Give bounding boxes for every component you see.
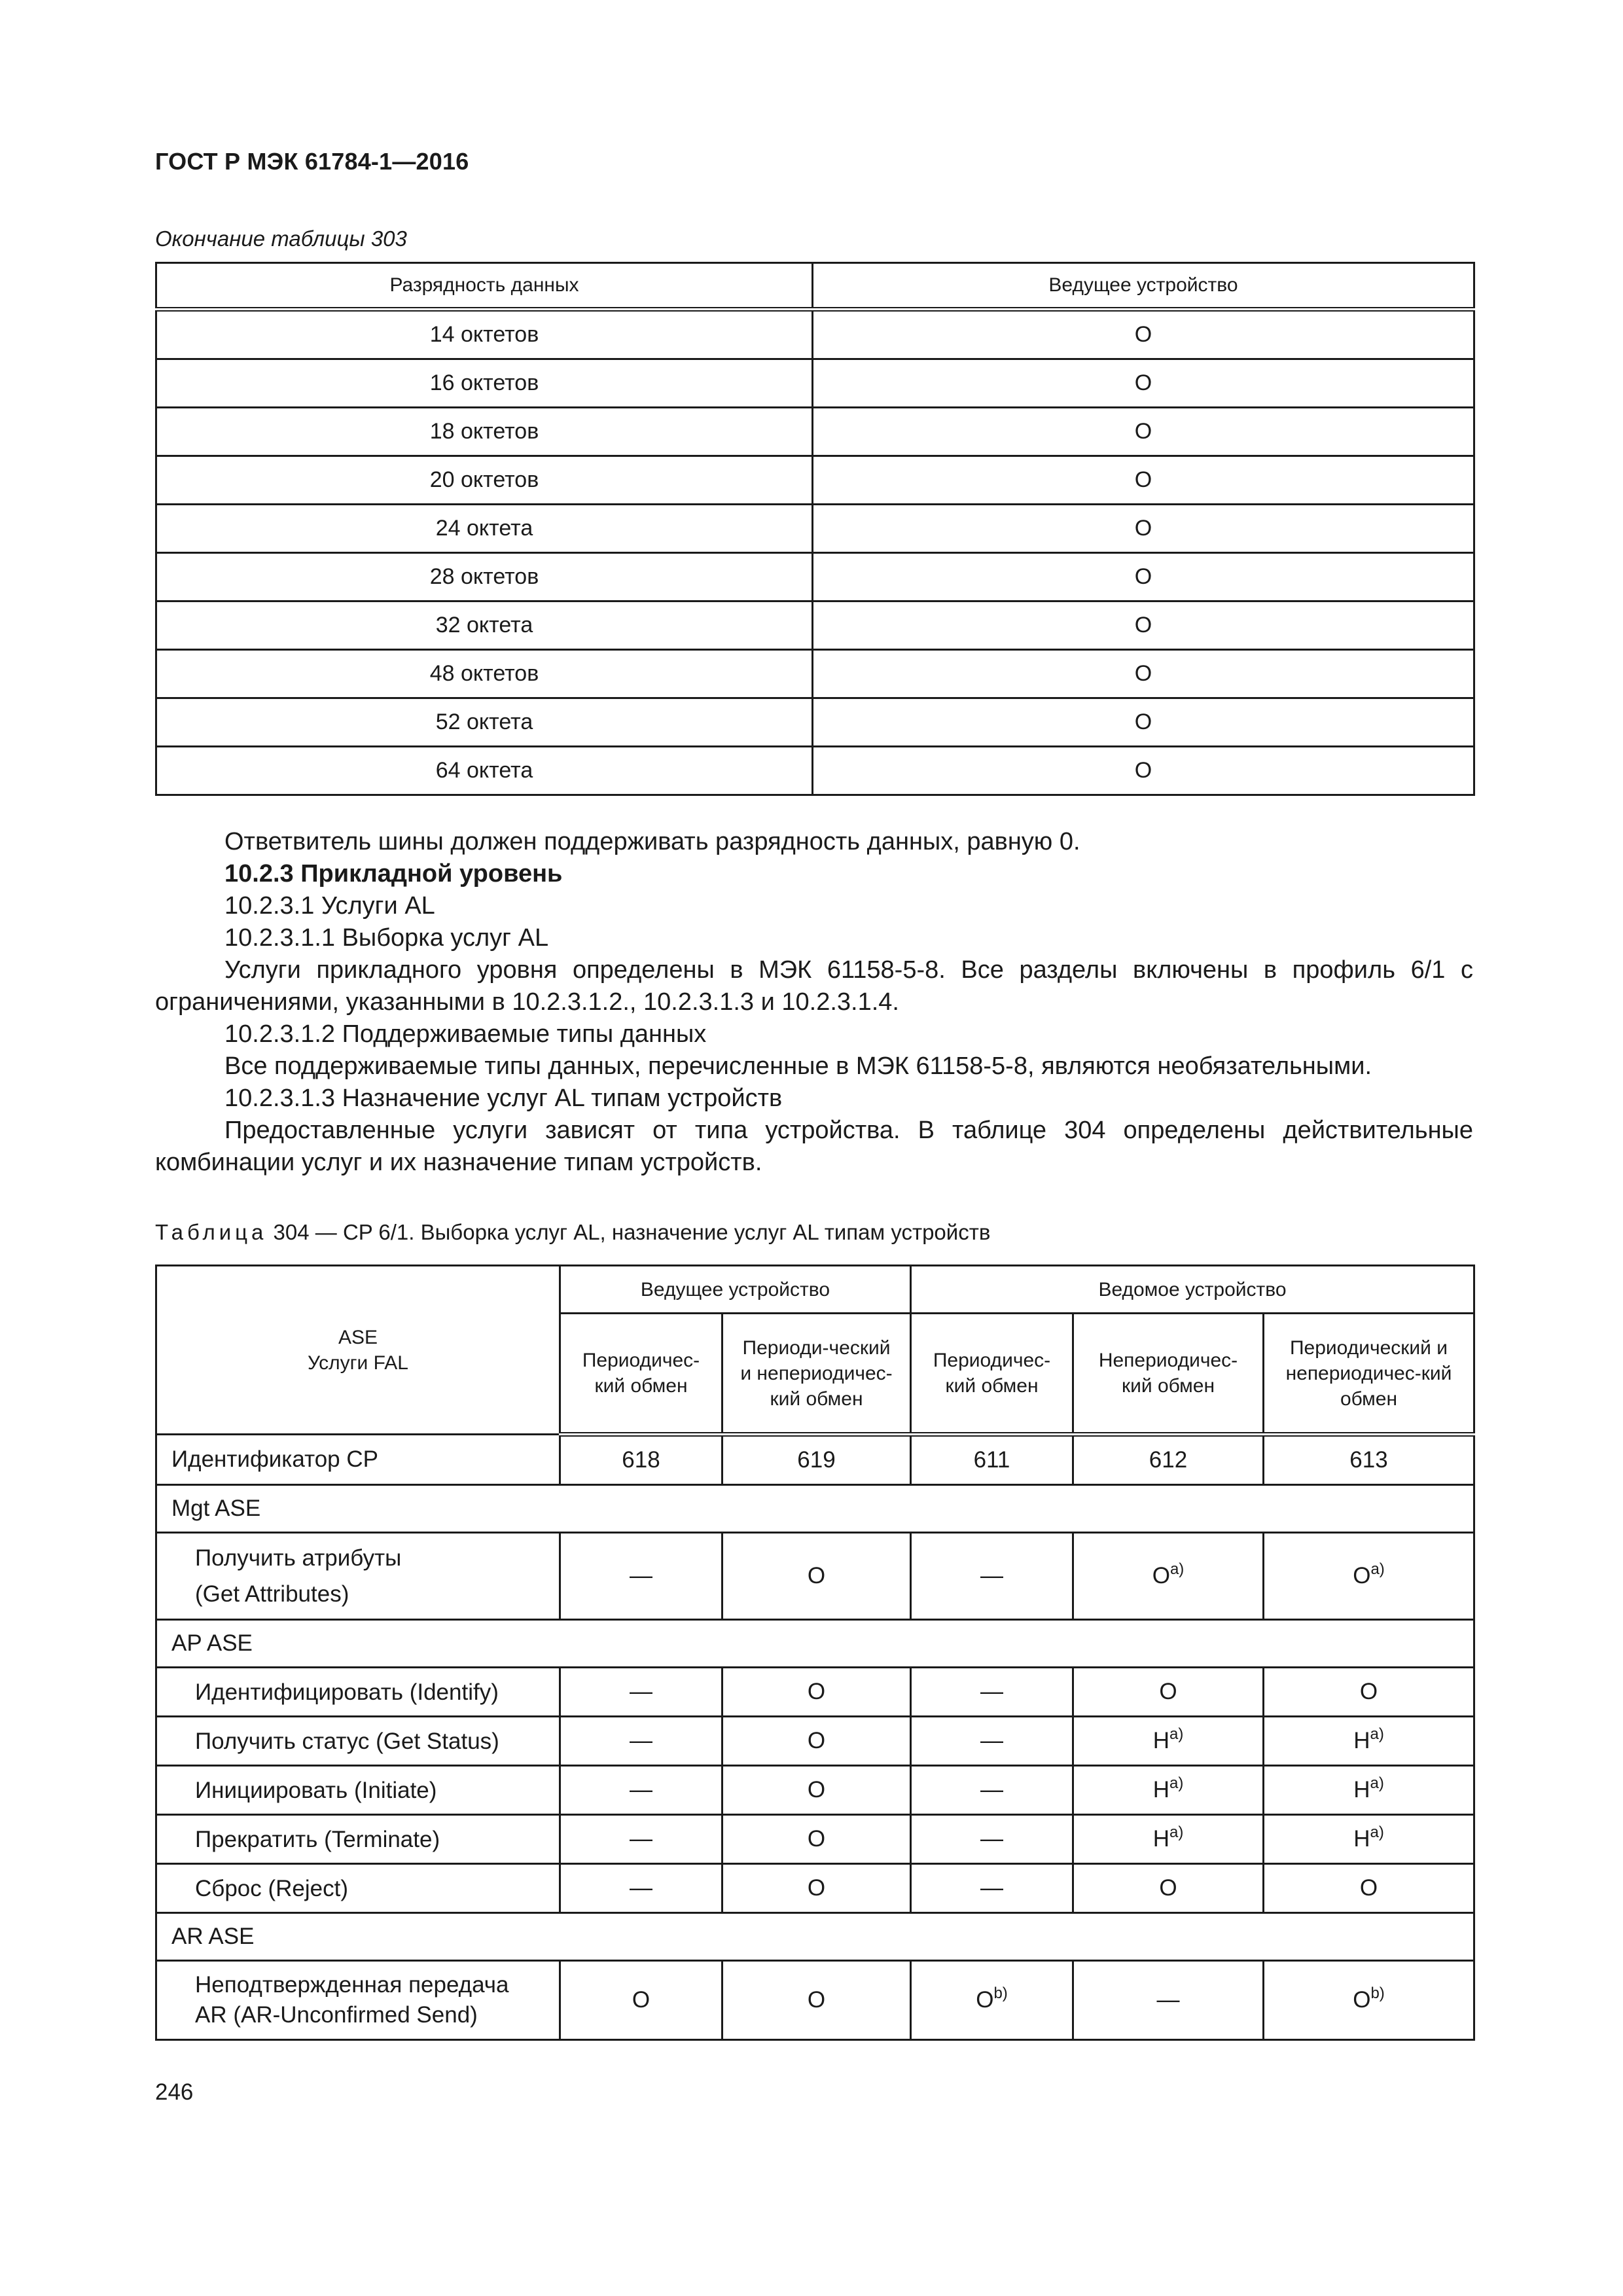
table-cell: O — [1073, 1864, 1264, 1913]
table-cell — [560, 1766, 722, 1815]
table-cell — [911, 1766, 1073, 1815]
master-support-cell: O — [813, 747, 1474, 795]
table-row — [156, 650, 1474, 698]
row-label: Получить статус (Get Status) — [156, 1717, 560, 1766]
column-header-master-device: Ведущее устройство — [813, 263, 1474, 310]
table-row — [156, 698, 1474, 747]
heading-10-2-3-1: 10.2.3.1 Услуги AL — [224, 892, 435, 920]
cell-value: O — [1353, 1563, 1371, 1588]
column-header-data-size: Разрядность данных — [156, 263, 813, 310]
table-cell — [1073, 1533, 1264, 1620]
cell-value: O — [976, 1987, 994, 2013]
group-label-mgt-ase: Mgt ASE — [156, 1485, 1474, 1533]
table-group-row — [156, 1620, 1474, 1668]
cell-value: — — [980, 1563, 1003, 1588]
row-label — [156, 1961, 560, 2040]
cell-value: H — [1152, 1728, 1169, 1753]
table-cell — [1073, 1815, 1264, 1864]
table-cell — [1264, 1766, 1474, 1815]
table-cell — [560, 1961, 722, 2040]
table-304-caption — [155, 1220, 990, 1245]
table-cell — [722, 1815, 911, 1864]
table-row — [156, 408, 1474, 456]
data-size-cell: 48 октетов — [156, 650, 813, 698]
group-label-ar-ase: AR ASE — [156, 1913, 1474, 1961]
table-cell — [560, 1717, 722, 1766]
page-number: 246 — [155, 2079, 194, 2105]
table-row — [156, 359, 1474, 408]
column-header-master-periodic-aperiodic — [722, 1314, 911, 1435]
master-support-cell: O — [813, 408, 1474, 456]
column-header-slave-periodic-aperiodic — [1264, 1314, 1474, 1435]
table-cell — [1264, 1717, 1474, 1766]
table-cell — [911, 1533, 1073, 1620]
group-label-ap-ase: AP ASE — [156, 1620, 1474, 1668]
table-cell: — — [560, 1668, 722, 1717]
data-size-cell: 28 октетов — [156, 553, 813, 601]
column-header-slave-aperiodic — [1073, 1314, 1264, 1435]
table-cell: 611 — [911, 1435, 1073, 1485]
table-cell — [1264, 1815, 1474, 1864]
table-cell — [911, 1961, 1073, 2040]
master-support-cell: O — [813, 698, 1474, 747]
table-304 — [155, 1265, 1475, 2041]
master-support-cell: O — [813, 505, 1474, 553]
row-label: Идентифицировать (Identify) — [156, 1668, 560, 1717]
table-cell — [560, 1533, 722, 1620]
footnote-mark: a) — [1169, 1725, 1184, 1743]
table-cell — [1264, 1961, 1474, 2040]
footnote-mark: a) — [1169, 1560, 1185, 1578]
header-text: Периодический и непериодичес-кий обмен — [1285, 1336, 1452, 1410]
row-label — [156, 1533, 560, 1620]
table-cell: 612 — [1073, 1435, 1264, 1485]
table-303 — [155, 262, 1475, 796]
cell-value: H — [1152, 1777, 1169, 1803]
table-cell — [722, 1961, 911, 2040]
table-row-get-attributes — [156, 1533, 1474, 1620]
table-303-caption: Окончание таблицы 303 — [155, 226, 407, 251]
footnote-mark: b) — [993, 1984, 1008, 2002]
table-cell: — — [911, 1864, 1073, 1913]
table-group-row — [156, 1913, 1474, 1961]
data-size-cell: 52 октета — [156, 698, 813, 747]
table-cell — [1264, 1533, 1474, 1620]
paragraph-al-services: Услуги прикладного уровня определены в МЭК 61158-5-8. Все разделы включены в профиль 6/1 с ограничениями, указанными в 10.2.3.1.2., 10.2.3.1.3 и 10.2.3.1.4. — [155, 956, 1473, 1016]
table-cell: O — [1073, 1668, 1264, 1717]
master-support-cell: O — [813, 553, 1474, 601]
paragraph-services-device-types: Предоставленные услуги зависят от типа устройства. В таблице 304 определены действительные комбинации услуг и их назначение типам устройств. — [155, 1117, 1473, 1176]
cell-value: — — [630, 1777, 652, 1803]
table-cell: — — [911, 1668, 1073, 1717]
data-size-cell: 18 октетов — [156, 408, 813, 456]
footnote-mark: a) — [1370, 1725, 1384, 1743]
header-text: Периодичес-кий обмен — [582, 1350, 700, 1397]
document-header: ГОСТ Р МЭК 61784-1—2016 — [155, 148, 469, 175]
table-cell: O — [722, 1864, 911, 1913]
row-label-line: Неподтвержденная передача — [195, 1972, 509, 1998]
column-group-slave-device: Ведомое устройство — [911, 1266, 1474, 1314]
table-group-row — [156, 1485, 1474, 1533]
table-cell: O — [722, 1668, 911, 1717]
row-label: Идентификатор CP — [156, 1435, 560, 1485]
table-304-caption-text: 304 — CP 6/1. Выборка услуг AL, назначение услуг AL типам устройств — [267, 1220, 991, 1244]
table-row — [156, 553, 1474, 601]
table-cell — [1073, 1766, 1264, 1815]
heading-10-2-3-1-1: 10.2.3.1.1 Выборка услуг AL — [224, 924, 549, 952]
data-size-cell: 16 октетов — [156, 359, 813, 408]
table-cell: 613 — [1264, 1435, 1474, 1485]
row-label-line: (Get Attributes) — [195, 1581, 349, 1607]
table-row-terminate — [156, 1815, 1474, 1864]
ase-header-line: ASE — [338, 1326, 378, 1348]
row-label: Инициировать (Initiate) — [156, 1766, 560, 1815]
row-label-line: Получить атрибуты — [195, 1545, 402, 1571]
table-cell — [722, 1717, 911, 1766]
table-row — [156, 310, 1474, 359]
cell-value: — — [630, 1826, 652, 1852]
column-header-slave-periodic — [911, 1314, 1073, 1435]
data-size-cell: 20 октетов — [156, 456, 813, 505]
data-size-cell: 14 октетов — [156, 310, 813, 359]
heading-10-2-3: 10.2.3 Прикладной уровень — [224, 860, 563, 888]
data-size-cell: 64 октета — [156, 747, 813, 795]
cell-value: O — [807, 1777, 826, 1803]
table-cell — [911, 1717, 1073, 1766]
cell-value: O — [807, 1987, 826, 2013]
header-text: Непериодичес-кий обмен — [1098, 1350, 1238, 1397]
cell-value: — — [630, 1563, 652, 1588]
heading-10-2-3-1-3: 10.2.3.1.3 Назначение услуг AL типам устройств — [224, 1085, 783, 1112]
table-row-initiate — [156, 1766, 1474, 1815]
table-row-identify — [156, 1668, 1474, 1717]
footnote-mark: a) — [1370, 1774, 1384, 1792]
master-support-cell: O — [813, 456, 1474, 505]
table-cell: O — [1264, 1864, 1474, 1913]
cell-value: H — [1152, 1826, 1169, 1852]
cell-value: — — [980, 1777, 1003, 1803]
master-support-cell: O — [813, 650, 1474, 698]
master-support-cell: O — [813, 601, 1474, 650]
footnote-mark: a) — [1169, 1774, 1184, 1792]
heading-10-2-3-1-2: 10.2.3.1.2 Поддерживаемые типы данных — [224, 1020, 707, 1048]
header-text: Периоди-ческий и непериодичес-кий обмен — [740, 1336, 893, 1410]
column-header-master-periodic — [560, 1314, 722, 1435]
table-304-caption-lead: Таблица — [155, 1220, 268, 1244]
table-cell: O — [1264, 1668, 1474, 1717]
master-support-cell: O — [813, 310, 1474, 359]
table-row-unconfirmed-send — [156, 1961, 1474, 2040]
cell-value: H — [1353, 1777, 1370, 1803]
data-size-cell: 24 октета — [156, 505, 813, 553]
table-cell — [1073, 1961, 1264, 2040]
cell-value: O — [632, 1987, 651, 2013]
paragraph-data-types: Все поддерживаемые типы данных, перечисленные в МЭК 61158-5-8, являются необязательными. — [224, 1052, 1372, 1080]
table-cell: 619 — [722, 1435, 911, 1485]
cell-value: O — [1353, 1987, 1371, 2013]
table-cell — [1073, 1717, 1264, 1766]
table-row-get-status — [156, 1717, 1474, 1766]
table-row-reject — [156, 1864, 1474, 1913]
footnote-mark: a) — [1169, 1823, 1184, 1841]
footnote-mark: a) — [1370, 1560, 1385, 1578]
cell-value: O — [1152, 1563, 1170, 1588]
row-label: Прекратить (Terminate) — [156, 1815, 560, 1864]
footnote-mark: b) — [1370, 1984, 1385, 2002]
table-row — [156, 456, 1474, 505]
header-text: Периодичес-кий обмен — [933, 1350, 1051, 1397]
footnote-mark: a) — [1370, 1823, 1384, 1841]
column-group-master-device: Ведущее устройство — [560, 1266, 911, 1314]
paragraph-bus-coupler: Ответвитель шины должен поддерживать разрядность данных, равную 0. — [224, 828, 1080, 855]
cell-value: — — [980, 1826, 1003, 1852]
cell-value: — — [1156, 1987, 1180, 2013]
table-cell — [722, 1533, 911, 1620]
table-cell: 618 — [560, 1435, 722, 1485]
table-cell — [911, 1815, 1073, 1864]
column-header-ase-services — [156, 1266, 560, 1435]
table-row — [156, 747, 1474, 795]
row-label-line: AR (AR-Unconfirmed Send) — [195, 2002, 478, 2028]
table-cell — [560, 1815, 722, 1864]
row-label: Сброс (Reject) — [156, 1864, 560, 1913]
cell-value: — — [980, 1728, 1003, 1753]
cell-value: H — [1353, 1826, 1370, 1852]
cell-value: O — [807, 1826, 826, 1852]
cell-value: O — [807, 1563, 826, 1588]
master-support-cell: O — [813, 359, 1474, 408]
table-cell: — — [560, 1864, 722, 1913]
table-row-cp-identifier — [156, 1435, 1474, 1485]
table-row — [156, 505, 1474, 553]
table-row — [156, 601, 1474, 650]
cell-value: — — [630, 1728, 652, 1753]
cell-value: O — [807, 1728, 826, 1753]
cell-value: H — [1353, 1728, 1370, 1753]
data-size-cell: 32 октета — [156, 601, 813, 650]
table-cell — [722, 1766, 911, 1815]
fal-services-header-line: Услуги FAL — [308, 1352, 408, 1374]
